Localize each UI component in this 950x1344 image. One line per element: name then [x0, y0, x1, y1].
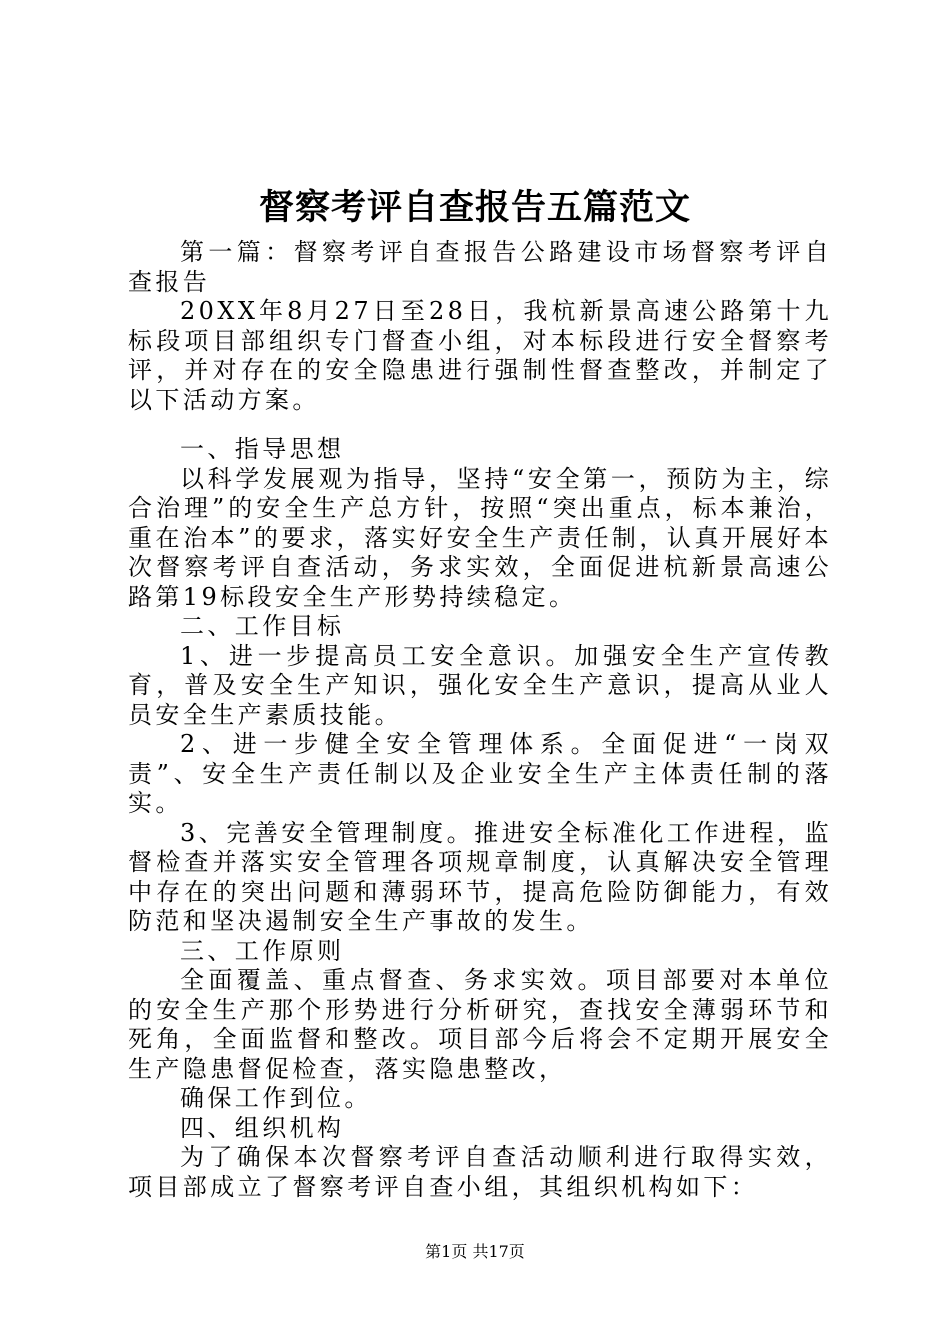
paragraph-intro: 20XX年8月27日至28日，我杭新景高速公路第十九标段项目部组织专门督查小组，对本标段进行安全督察考评，并对存在的安全隐患进行强制性督查整改，并制定了以下活动方案。: [128, 297, 832, 414]
paragraph-ensure-work: 确保工作到位。: [180, 1084, 372, 1112]
paragraph-goal-2: 2、进一步健全安全管理体系。全面促进“一岗双责”、安全生产责任制以及企业安全生产主体责任制的落实。: [128, 730, 832, 817]
section-heading-organization: 四、组织机构: [180, 1113, 345, 1142]
paragraph-goal-1: 1、进一步提高员工安全意识。加强安全生产宣传教育，普及安全生产知识，强化安全生产意识，提高从业人员安全生产素质技能。: [128, 641, 832, 729]
paragraph-work-principles: 全面覆盖、重点督查、务求实效。项目部要对本单位的安全生产那个形势进行分析研究，查找安全薄弱环节和死角，全面监督和整改。项目部今后将会不定期开展安全生产隐患督促检查，落实隐患整改，: [128, 966, 832, 1083]
paragraph-organization: 为了确保本次督察考评自查活动顺利进行取得实效，项目部成立了督察考评自查小组，其组织机构如下：: [128, 1143, 832, 1201]
paragraph-guiding-thought: 以科学发展观为指导，坚持“安全第一，预防为主，综合治理”的安全生产总方针，按照“突出重点，标本兼治，重在治本”的要求，落实好安全生产责任制，认真开展好本次督察考评自查活动，务求实效，全面促进杭新景高速公路第19标段安全生产形势持续稳定。: [128, 464, 832, 611]
section-heading-guiding-thought: 一、指导思想: [180, 435, 345, 463]
section-heading-work-principles: 三、工作原则: [180, 936, 345, 965]
document-body: [128, 238, 832, 1202]
paragraph-heading-part-one: 第一篇：督察考评自查报告公路建设市场督察考评自查报告: [128, 238, 832, 296]
paragraph-goal-3: 3、完善安全管理制度。推进安全标准化工作进程，监督检查并落实安全管理各项规章制度，认真解决安全管理中存在的突出问题和薄弱环节，提高危险防御能力，有效防范和坚决遏制安全生产事故的发生。: [128, 818, 832, 935]
page-number-footer: 第1页 共17页: [425, 1242, 525, 1261]
section-heading-work-goals: 二、工作目标: [180, 612, 345, 640]
document-title: 督察考评自查报告五篇范文: [258, 187, 691, 228]
